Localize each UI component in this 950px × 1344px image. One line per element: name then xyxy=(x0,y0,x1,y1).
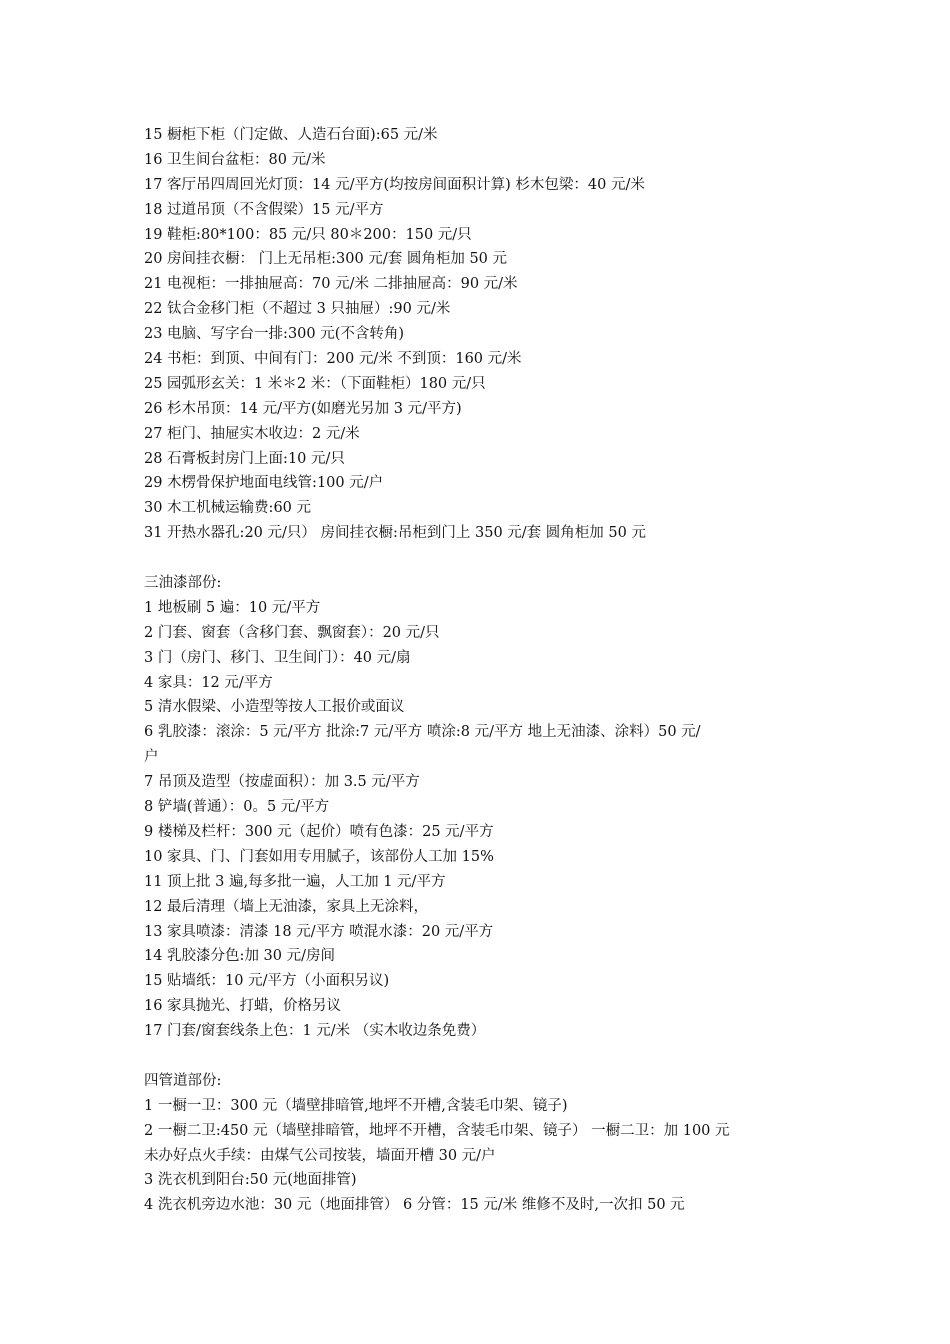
list-item: 23 电脑、写字台一排:300 元(不含转角) xyxy=(144,326,405,343)
list-item: 12 最后清理（墙上无油漆，家具上无涂料， xyxy=(144,898,429,915)
list-item: 15 贴墙纸：10 元/平方（小面积另议) xyxy=(144,973,390,990)
list-item: 18 过道吊顶（不含假梁）15 元/平方 xyxy=(144,201,384,218)
list-item: 25 园弧形玄关：1 米＊2 米：（下面鞋柜）180 元/只 xyxy=(144,375,486,392)
list-item: 15 橱柜下柜（门定做、人造石台面):65 元/米 xyxy=(144,127,438,143)
painting-section xyxy=(144,571,824,1044)
list-item: 1 一橱一卫：300 元（墙壁排暗管,地坪不开槽,含装毛巾架、镜子) xyxy=(144,1097,568,1114)
list-item: 11 顶上批 3 遍,每多批一遍，人工加 1 元/平方 xyxy=(144,873,446,890)
list-item: 28 石膏板封房门上面:10 元/只 xyxy=(144,450,345,467)
blank-line xyxy=(144,1044,824,1069)
list-item: 4 家具：12 元/平方 xyxy=(144,674,273,691)
list-item: 31 开热水器孔:20 元/只） 房间挂衣橱:吊柜到门上 350 元/套 圆角柜加 50 元 xyxy=(144,525,646,542)
list-item: 6 乳胶漆：滚涂：5 元/平方 批涂:7 元/平方 喷涂:8 元/平方 地上无油漆、涂料）50 元/ xyxy=(144,724,701,741)
list-item: 10 家具、门、门套如用专用腻子，该部份人工加 15% xyxy=(144,848,494,865)
list-item: 19 鞋柜:80*100：85 元/只 80＊200：150 元/只 xyxy=(144,226,472,243)
blank-line xyxy=(144,546,824,571)
list-item: 2 门套、窗套（含移门套、飘窗套）：20 元/只 xyxy=(144,624,440,641)
list-item: 5 清水假梁、小造型等按人工报价或面议 xyxy=(144,699,405,716)
list-item: 22 钛合金移门柜（不超过 3 只抽屉）:90 元/米 xyxy=(144,301,451,318)
list-item: 29 木楞骨保护地面电线管:100 元/户 xyxy=(144,475,384,492)
document-page xyxy=(144,123,824,1218)
list-item: 9 楼梯及栏杆：300 元（起价）喷有色漆：25 元/平方 xyxy=(144,823,494,840)
list-item: 7 吊顶及造型（按虚面积）：加 3.5 元/平方 xyxy=(144,774,420,791)
list-item: 14 乳胶漆分色:加 30 元/房间 xyxy=(144,948,335,965)
list-item: 未办好点火手续：由煤气公司按装，墙面开槽 30 元/户 xyxy=(144,1147,496,1164)
plumbing-section xyxy=(144,1069,824,1218)
list-item: 21 电视柜：一排抽屉高：70 元/米 二排抽屉高：90 元/米 xyxy=(144,276,518,293)
carpentry-section xyxy=(144,123,824,546)
list-item: 3 洗衣机到阳台:50 元(地面排管) xyxy=(144,1172,357,1189)
list-item: 27 柜门、抽屉实木收边：2 元/米 xyxy=(144,425,360,442)
list-item: 20 房间挂衣橱： 门上无吊柜:300 元/套 圆角柜加 50 元 xyxy=(144,251,508,268)
list-item: 8 铲墙(普通）：0。5 元/平方 xyxy=(144,799,330,816)
list-item: 13 家具喷漆：清漆 18 元/平方 喷混水漆：20 元/平方 xyxy=(144,923,494,940)
list-item: 16 家具抛光、打蜡，价格另议 xyxy=(144,998,342,1015)
list-item: 3 门（房门、移门、卫生间门）：40 元/扇 xyxy=(144,649,411,666)
list-item: 17 客厅吊四周回光灯顶：14 元/平方(均按房间面积计算) 杉木包梁：40 元/米 xyxy=(144,176,645,193)
section-heading: 三油漆部份: xyxy=(144,575,222,592)
list-item: 2 一橱二卫:450 元（墙壁排暗管，地坪不开槽，含装毛巾架、镜子） 一橱二卫：加 100 元 xyxy=(144,1122,730,1139)
list-item: 30 木工机械运输费:60 元 xyxy=(144,500,312,517)
list-item: 24 书柜：到顶、中间有门：200 元/米 不到顶：160 元/米 xyxy=(144,351,522,368)
section-heading: 四管道部份: xyxy=(144,1072,222,1089)
list-item: 26 杉木吊顶：14 元/平方(如磨光另加 3 元/平方) xyxy=(144,400,462,417)
list-item: 16 卫生间台盆柜：80 元/米 xyxy=(144,151,326,168)
list-item: 户 xyxy=(144,749,159,766)
list-item: 17 门套/窗套线条上色：1 元/米 （实木收边条免费） xyxy=(144,1023,486,1040)
list-item: 1 地板刷 5 遍：10 元/平方 xyxy=(144,599,321,616)
list-item: 4 洗衣机旁边水池：30 元（地面排管） 6 分管：15 元/米 维修不及时,一次扣 50 元 xyxy=(144,1197,685,1214)
